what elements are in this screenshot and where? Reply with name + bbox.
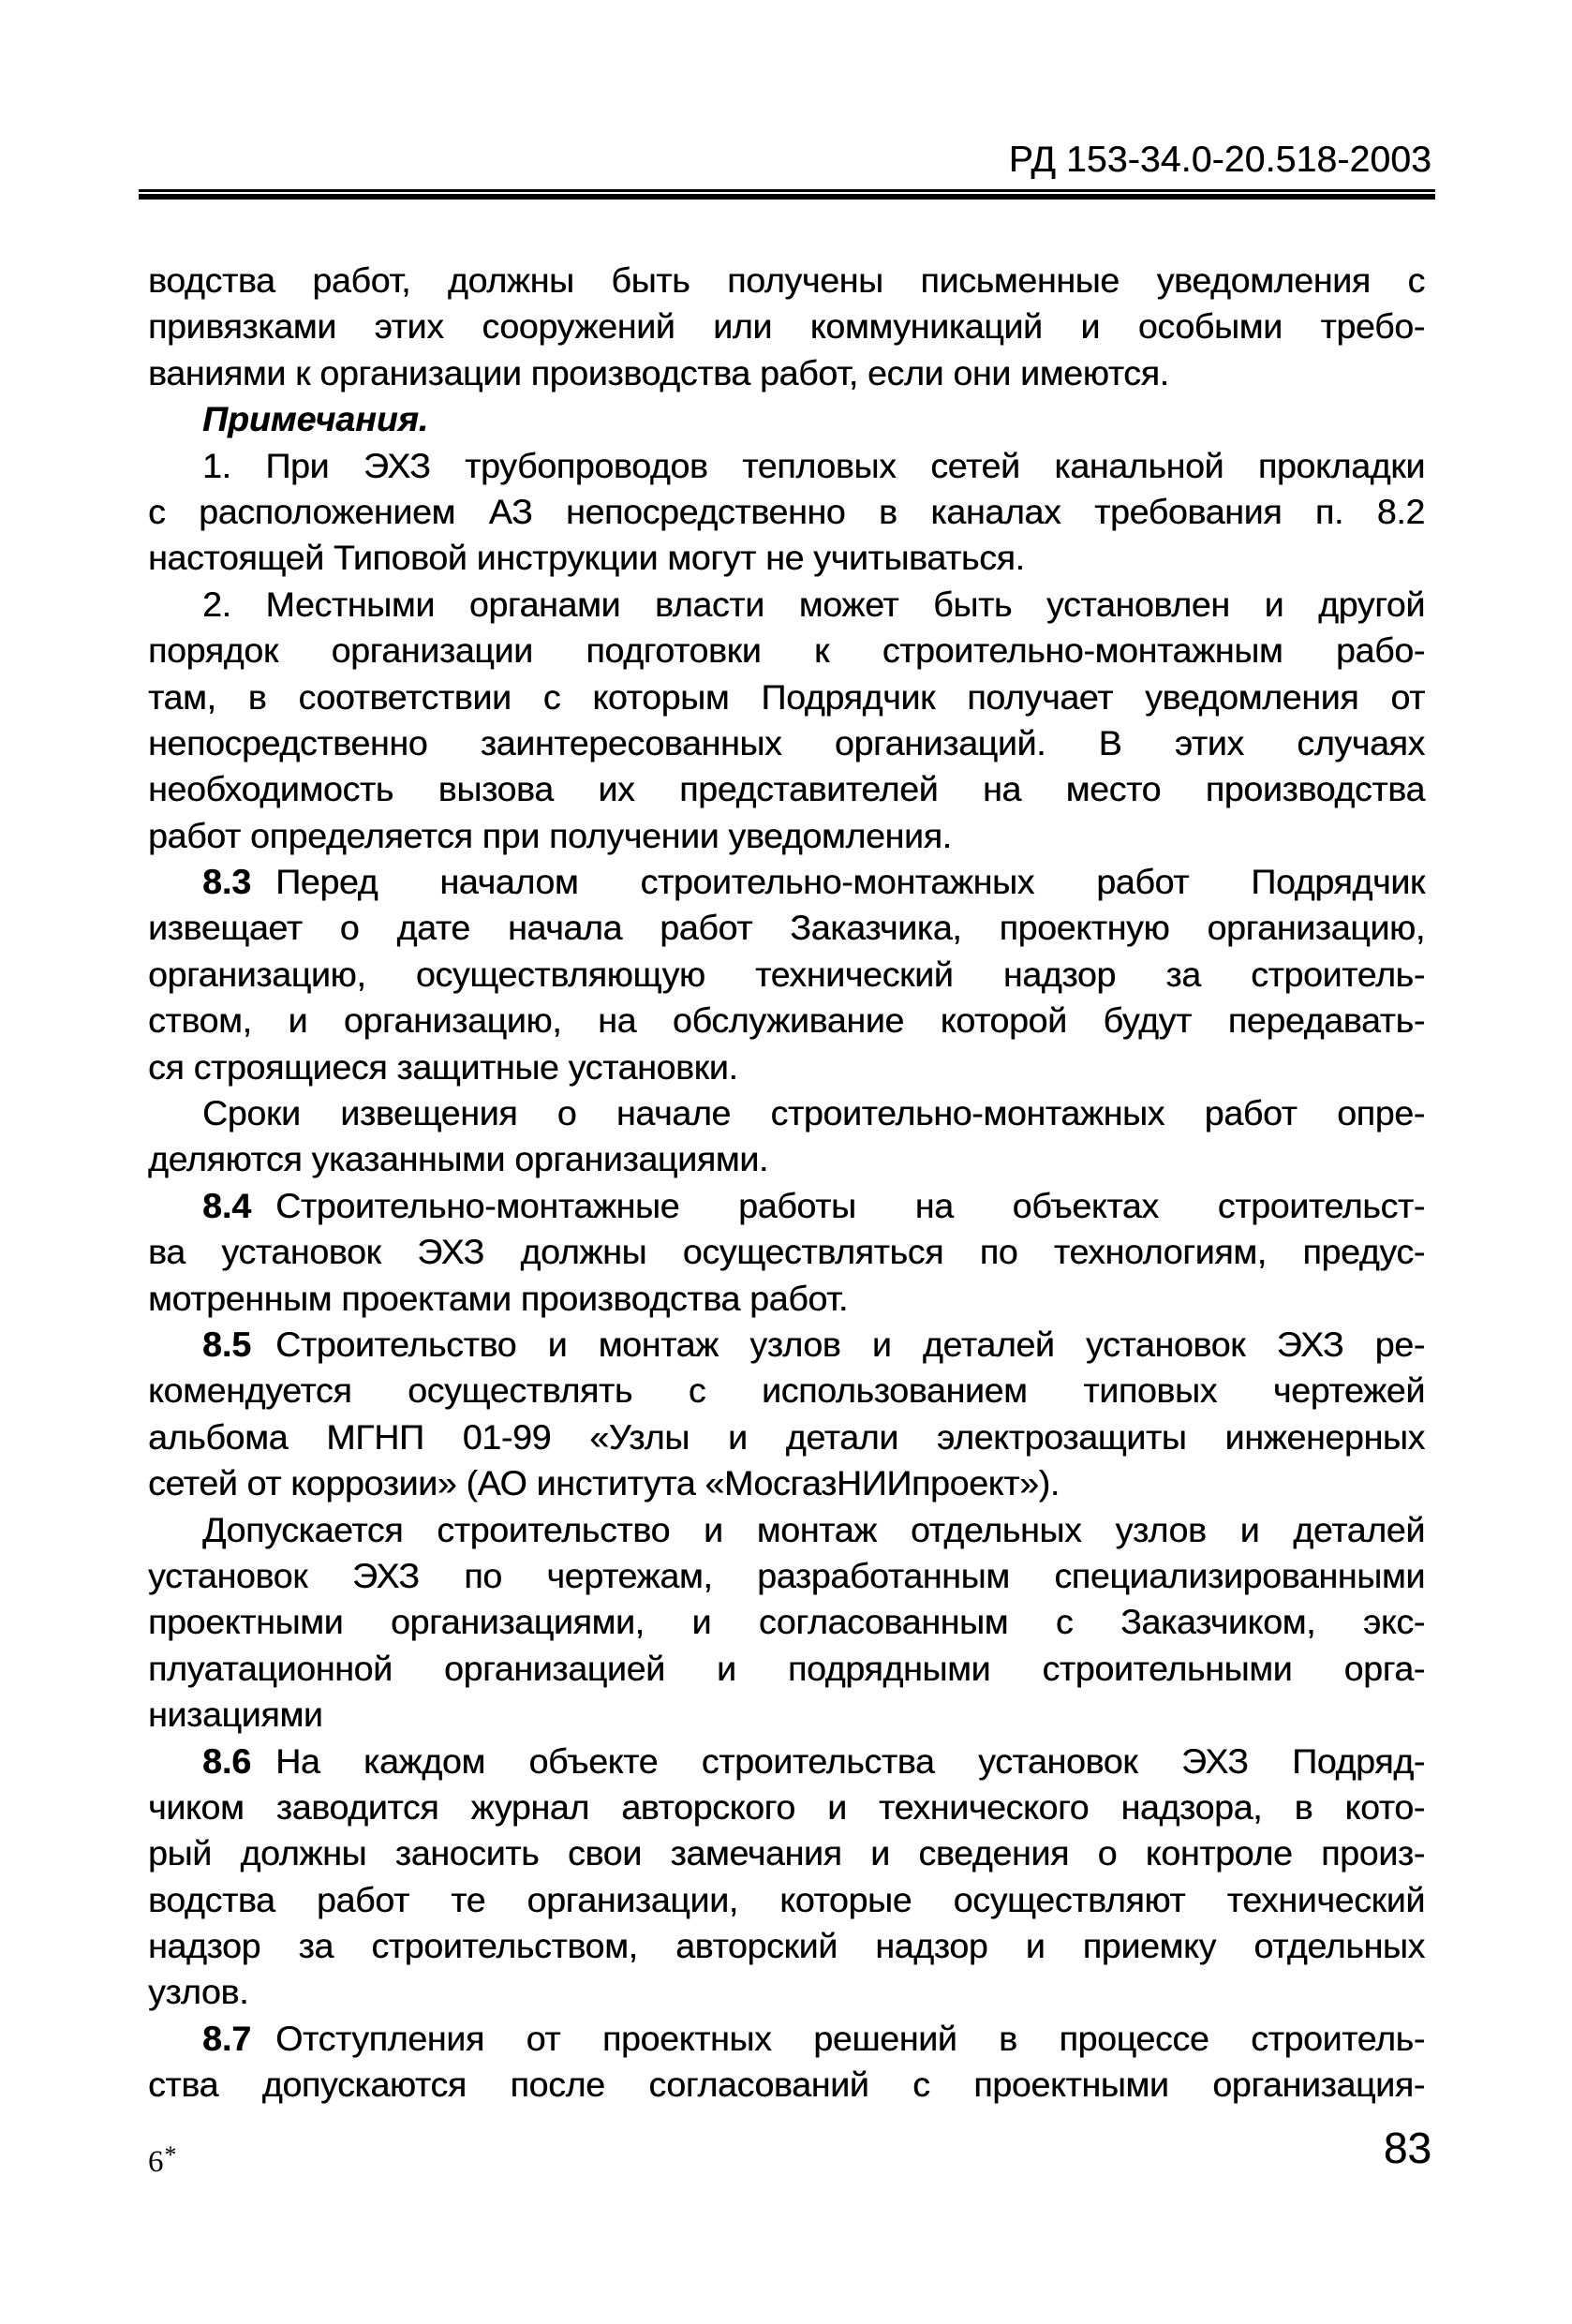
text-line-content: Строительно-монтажные работы на объектах строительст- (275, 1185, 1425, 1225)
document-code: РД 153-34.0-20.518-2003 (1008, 140, 1431, 180)
page-number: 83 (1383, 2124, 1431, 2172)
text-line (148, 1136, 1425, 1182)
text-line-content: комендуется осуществлять с использованием типовых чертежей (148, 1370, 1425, 1411)
text-line (148, 1090, 1425, 1136)
text-line-content: проектными организациями, и согласованным с Заказчиком, экс- (148, 1602, 1425, 1642)
text-line (148, 1830, 1425, 1876)
text-line (148, 720, 1425, 766)
signature-mark (148, 2141, 177, 2179)
text-line (148, 1322, 1425, 1368)
clause-number: 8.6 (202, 1740, 252, 1781)
text-line-content: надзор за строительством, авторский надзор и приемку отдельных (148, 1926, 1425, 1966)
text-line (148, 1553, 1425, 1599)
text-line (148, 813, 1425, 859)
text-line-content: чиком заводится журнал авторского и технического надзора, в кото- (148, 1786, 1425, 1827)
text-line (148, 350, 1425, 396)
text-line (148, 998, 1425, 1044)
text-line-content: плуатационной организацией и подрядными строительными орга- (148, 1648, 1425, 1688)
text-line (148, 1599, 1425, 1645)
text-line-content: с расположением АЗ непосредственно в каналах требования п. 8.2 (148, 491, 1425, 531)
clause-number: 8.7 (202, 2018, 252, 2058)
clause-number: 8.3 (202, 862, 252, 902)
text-line-content: 1. При ЭХЗ трубопроводов тепловых сетей канальной прокладки (202, 445, 1425, 485)
text-line (148, 258, 1425, 303)
text-line-content: необходимость вызова их представителей на место производства (148, 769, 1425, 809)
text-line (148, 1229, 1425, 1275)
text-line-content: ва установок ЭХЗ должны осуществляться по технологиям, предус- (148, 1232, 1425, 1272)
text-line-content: 2. Местными органами власти может быть установлен и другой (202, 584, 1425, 624)
text-line-content: там, в соответствии с которым Подрядчик получает уведомления от (148, 676, 1425, 717)
body-text (148, 258, 1425, 2109)
text-line (148, 1646, 1425, 1692)
text-line-content: На каждом объекте строительства установок ЭХЗ Подряд- (275, 1740, 1425, 1781)
text-line (148, 443, 1425, 489)
text-line (148, 1460, 1425, 1506)
text-line (148, 628, 1425, 674)
text-line (148, 766, 1425, 812)
text-line-content: альбома МГНП 01-99 «Узлы и детали электрозащиты инженерных (148, 1416, 1425, 1457)
text-line-content: организацию, осуществляющую технический надзор за строитель- (148, 954, 1425, 994)
text-line-content: Строительство и монтаж узлов и деталей установок ЭХЗ ре- (275, 1324, 1425, 1364)
text-line (148, 535, 1425, 581)
text-line (148, 489, 1425, 535)
text-line (148, 1414, 1425, 1460)
text-line-content: Отступления от проектных решений в процессе строитель- (275, 2018, 1425, 2058)
text-line-content: Сроки извещения о начале строительно-монтажных работ опре- (202, 1093, 1425, 1133)
text-line-content: настоящей Типовой инструкции могут не учитываться. (148, 538, 1025, 578)
text-line-content: ваниями к организации производства работ, если они имеются. (148, 352, 1169, 392)
text-line-content: работ определяется при получении уведомления. (148, 815, 952, 855)
text-line (148, 1784, 1425, 1830)
clause-number: 8.5 (202, 1324, 252, 1364)
text-line (148, 674, 1425, 720)
text-line-content: ства допускаются после согласований с проектными организация- (148, 2065, 1425, 2105)
text-line (148, 1507, 1425, 1553)
text-line-content: непосредственно заинтересованных организаций. В этих случаях (148, 722, 1425, 762)
text-line-content: водства работ те организации, которые осуществляют технический (148, 1879, 1425, 1919)
text-line (148, 1969, 1425, 2015)
text-line-content: узлов. (148, 1972, 249, 2012)
text-line (148, 1923, 1425, 1969)
text-line-content: сетей от коррозии» (АО института «МосгазНИИпроект»). (148, 1463, 1060, 1503)
text-line (148, 582, 1425, 628)
text-line (148, 1276, 1425, 1322)
text-line (148, 1739, 1425, 1784)
text-line-content: извещает о дате начала работ Заказчика, проектную организацию, (148, 908, 1425, 948)
text-line-content: деляются указанными организациями. (148, 1139, 768, 1179)
text-line-content: порядок организации подготовки к строительно-монтажным рабо- (148, 630, 1425, 671)
text-line-content: ством, и организацию, на обслуживание которой будут передавать- (148, 1000, 1425, 1041)
text-line (148, 1044, 1425, 1090)
text-line-content: мотренным проектами производства работ. (148, 1278, 848, 1318)
text-line (148, 2062, 1425, 2108)
clause-number: 8.4 (202, 1185, 252, 1225)
text-line (148, 396, 1425, 442)
text-line-content: рый должны заносить свои замечания и сведения о контроле произ- (148, 1833, 1425, 1873)
text-line-content: привязками этих сооружений или коммуникаций и особыми требо- (148, 306, 1425, 347)
text-line-content: водства работ, должны быть получены письменные уведомления с (148, 260, 1425, 300)
text-line (148, 952, 1425, 998)
text-line (148, 905, 1425, 951)
text-line (148, 1692, 1425, 1738)
text-line-content: низациями (148, 1695, 323, 1735)
signature-number: 6 (148, 2145, 164, 2179)
text-line-content: Допускается строительство и монтаж отдельных узлов и деталей (202, 1509, 1425, 1549)
text-line (148, 1368, 1425, 1414)
text-line (148, 2016, 1425, 2062)
text-line (148, 1183, 1425, 1229)
text-line-content: Примечания. (202, 399, 429, 439)
text-line-content: ся строящиеся защитные установки. (148, 1046, 738, 1087)
text-line-content: установок ЭХЗ по чертежам, разработанным специализированными (148, 1555, 1425, 1595)
text-line (148, 1877, 1425, 1923)
text-line (148, 859, 1425, 905)
signature-asterisk: * (164, 2141, 177, 2169)
text-line-content: Перед началом строительно-монтажных работ Подрядчик (275, 862, 1425, 902)
header-divider (139, 189, 1435, 200)
text-line (148, 303, 1425, 349)
